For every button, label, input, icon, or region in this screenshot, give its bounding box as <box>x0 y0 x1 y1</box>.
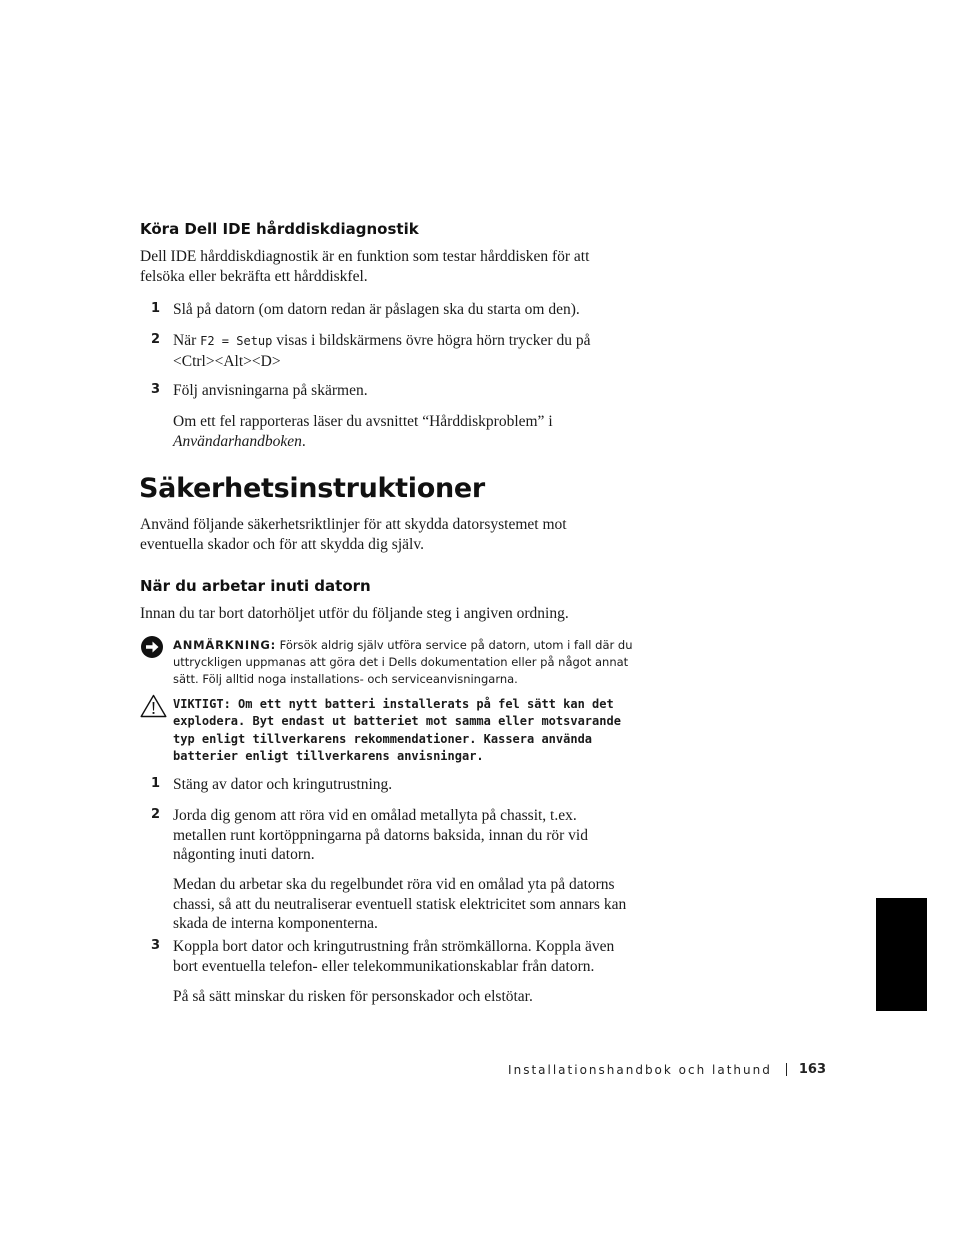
step-number: 3 <box>151 382 161 397</box>
warning-triangle-icon <box>140 694 167 718</box>
step-number: 2 <box>151 332 161 347</box>
section-heading-working-inside: När du arbetar inuti datorn <box>140 577 371 595</box>
notice-arrow-icon <box>140 635 164 659</box>
step-text: Jorda dig genom att röra vid en omålad metallyta på chassit, t.ex. metallen runt kortöppningarna på datorns baksida, innan du rör vid någonting inuti datorn. <box>173 807 588 863</box>
user-guide-reference: Användarhandboken <box>173 432 302 450</box>
footer-divider <box>786 1063 787 1076</box>
step-text <box>173 331 633 371</box>
setup-code: F2 = Setup <box>200 334 273 348</box>
followup-end: . <box>301 432 306 450</box>
paragraph-ide-intro: Dell IDE hårddiskdiagnostik är en funktion som testar hårddisken för att felsöka eller bekräfta ett hårddiskfel. <box>140 248 590 285</box>
paragraph-working-intro: Innan du tar bort datorhöljet utför du följande steg i angiven ordning. <box>140 605 569 622</box>
page-number: 163 <box>798 1062 826 1077</box>
paragraph-error-followup <box>173 412 633 451</box>
caution-text: VIKTIGT: Om ett nytt batteri installerats på fel sätt kan det explodera. Byt endast ut batteriet mot samma eller motsvarande typ enligt tillverkarens rekommendationer. Kassera använda batterier enligt tillverkarens anvisningar. <box>173 697 621 763</box>
paragraph-step2-followup: Medan du arbetar ska du regelbundet röra vid en omålad yta på datorns chassi, så att du neutraliserar eventuell statisk elektricitet som annars kan skada de interna komponenterna. <box>173 876 627 932</box>
step-text-pre: När <box>173 332 201 349</box>
notice-text <box>173 637 633 688</box>
paragraph-safety-intro: Använd följande säkerhetsriktlinjer för att skydda datorsystemet mot eventuella skador och för att skydda dig själv. <box>140 516 567 553</box>
chapter-thumb-tab <box>876 898 927 1011</box>
page-footer <box>508 1062 826 1077</box>
step-number: 2 <box>151 807 161 822</box>
footer-title: Installationshandbok och lathund <box>508 1062 772 1077</box>
step-text: Slå på datorn (om datorn redan är påslagen ska du starta om den). <box>173 301 580 318</box>
step-text: Följ anvisningarna på skärmen. <box>173 382 368 399</box>
step-text: Stäng av dator och kringutrustning. <box>173 776 393 793</box>
notice-body: Försök aldrig själv utföra service på datorn, utom i fall där du uttryckligen uppmanas att göra det i Dells dokumentation eller på något annat sätt. Följ alltid noga installations- och serviceanvisningarna. <box>173 638 633 686</box>
page-title-safety: Säkerhetsinstruktioner <box>139 473 485 504</box>
followup-text: Om ett fel rapporteras läser du avsnittet “Hårddiskproblem” i <box>173 413 553 430</box>
step-number: 1 <box>151 776 161 791</box>
notice-label: ANMÄRKNING: <box>173 638 277 652</box>
paragraph-step3-followup: På så sätt minskar du risken för personskador och elstötar. <box>173 988 533 1005</box>
step-number: 3 <box>151 938 161 953</box>
step-text: Koppla bort dator och kringutrustning från strömkällorna. Koppla även bort eventuella telefon- eller telekommunikationskablar från datorn. <box>173 938 615 975</box>
step-number: 1 <box>151 301 161 316</box>
section-heading-ide-diagnostics: Köra Dell IDE hårddiskdiagnostik <box>140 220 419 238</box>
step-text-post: visas i bildskärmens övre högra hörn trycker du på <Ctrl><Alt><D> <box>173 332 591 370</box>
